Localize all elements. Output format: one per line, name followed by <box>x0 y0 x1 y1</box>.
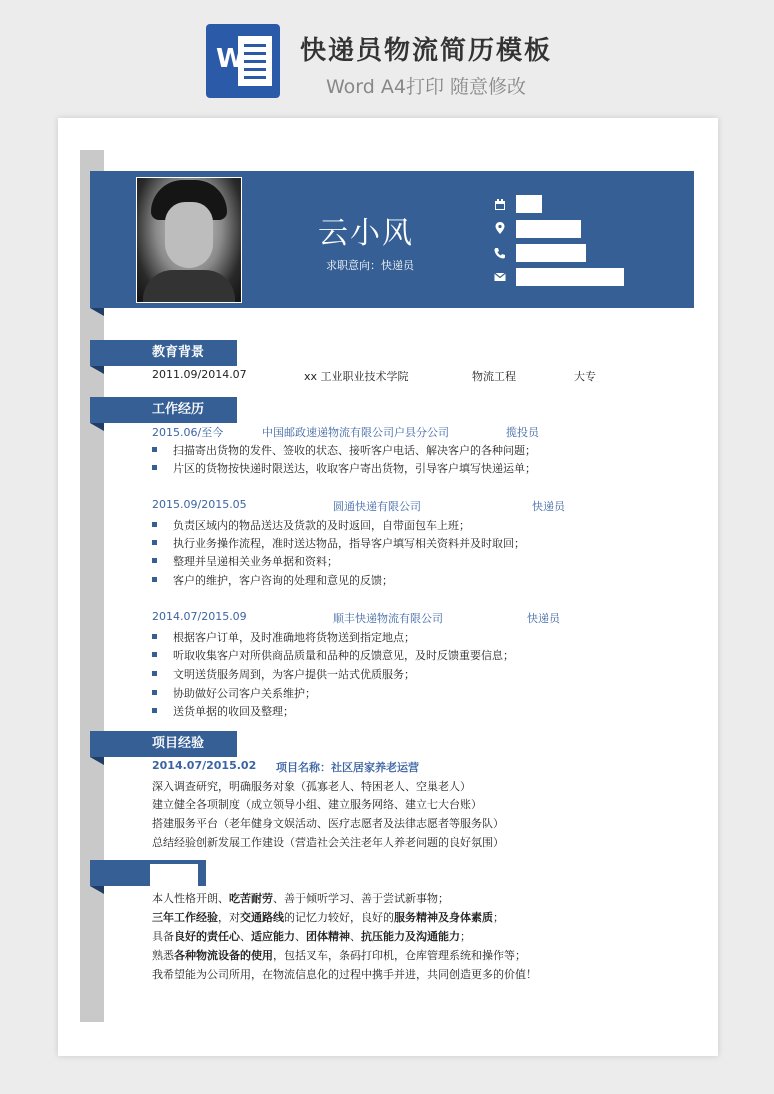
self-line-highlight: 团体精神 <box>306 930 350 943</box>
profile-photo <box>136 177 242 303</box>
birthdate-field <box>516 195 542 213</box>
job-company: 中国邮政速递物流有限公司户县分公司 <box>262 426 449 439</box>
bullet-icon <box>152 465 157 470</box>
bullet-icon <box>152 708 157 713</box>
phone-field <box>516 244 586 262</box>
self-line <box>152 928 471 944</box>
self-line-highlight: 良好的责任心 <box>174 930 240 943</box>
section-self <box>90 860 206 886</box>
job-duty: 整理并呈递相关业务单据和资料； <box>173 555 338 568</box>
project-line: 深入调查研究，明确服务对象（孤寡老人、特困老人、空巢老人） <box>152 780 471 793</box>
job-duty: 执行业务操作流程，准时送达物品，指导客户填写相关资料并及时取回； <box>173 537 525 550</box>
self-line <box>152 966 537 982</box>
section-work: 工作经历 <box>90 397 237 423</box>
page-title: 快递员物流简历模板 <box>300 36 553 66</box>
job-role: 快递员 <box>532 500 565 513</box>
edu-period: 2011.09/2014.07 <box>152 368 247 381</box>
project-name: 项目名称：社区居家养老运营 <box>276 761 419 774</box>
job-period: 2014.07/2015.09 <box>152 610 247 623</box>
location-icon <box>494 222 506 234</box>
bullet-icon <box>152 577 157 582</box>
edu-major: 物流工程 <box>472 370 516 383</box>
bullet-icon <box>152 671 157 676</box>
mail-icon <box>494 271 506 283</box>
edu-degree: 大专 <box>574 370 596 383</box>
project-line: 总结经验创新发展工作建设（营造社会关注老年人养老问题的良好氛围） <box>152 836 504 849</box>
job-period: 2015.09/2015.05 <box>152 498 247 511</box>
bullet-icon <box>152 558 157 563</box>
bullet-icon <box>152 634 157 639</box>
page-subtitle: Word A4打印 随意修改 <box>326 76 527 98</box>
section-fold <box>90 886 104 894</box>
project-line: 建立健全各项制度（成立领导小组、建立服务网络、建立七大台账） <box>152 798 482 811</box>
self-line-text: ，对 <box>218 911 240 924</box>
self-line-highlight: 各种物流设备的使用 <box>174 949 273 962</box>
self-line-text: 本人性格开朗、 <box>152 892 229 905</box>
word-icon <box>206 24 280 98</box>
job-duty: 片区的货物按快递时限送达，收取客户寄出货物，引导客户填写快递运单； <box>173 462 536 475</box>
self-line-highlight: 抗压能力及沟通能力 <box>361 930 460 943</box>
self-line-highlight: 吃苦耐劳 <box>229 892 273 905</box>
self-line-text: 的记忆力较好，良好的 <box>284 911 394 924</box>
job-duty: 协助做好公司客户关系维护； <box>173 687 316 700</box>
self-line <box>152 909 504 925</box>
self-line-highlight: 三年工作经验 <box>152 911 218 924</box>
email-field <box>516 268 624 286</box>
job-duty: 听取收集客户对所供商品质量和品种的反馈意见，及时反馈重要信息； <box>173 649 514 662</box>
bullet-icon <box>152 447 157 452</box>
job-duty: 客户的维护，客户咨询的处理和意见的反馈； <box>173 574 393 587</box>
job-period: 2015.06/至今 <box>152 426 224 439</box>
self-line-text: 熟悉 <box>152 949 174 962</box>
section-project: 项目经验 <box>90 731 237 757</box>
self-line-highlight: 适应能力 <box>251 930 295 943</box>
self-line-text: 、 <box>350 930 361 943</box>
phone-icon <box>494 247 506 259</box>
job-duty: 扫描寄出货物的发件、签收的状态、接听客户电话、解决客户的各种问题； <box>173 444 536 457</box>
self-line-highlight: 服务精神及身体素质 <box>394 911 493 924</box>
section-education: 教育背景 <box>90 340 237 366</box>
word-icon-letter: W <box>216 44 245 74</box>
job-duty: 负责区域内的物品送达及货款的及时返回，自带面包车上班； <box>173 519 470 532</box>
self-line-text: 、善于倾听学习、善于尝试新事物； <box>273 892 449 905</box>
calendar-icon <box>494 199 506 211</box>
self-line-text: 具备 <box>152 930 174 943</box>
bullet-icon <box>152 652 157 657</box>
job-company: 圆通快递有限公司 <box>333 500 421 513</box>
edu-school: xx 工业职业技术学院 <box>304 370 409 383</box>
section-self-label <box>150 864 198 886</box>
candidate-name: 云小风 <box>318 216 414 251</box>
self-line-text: 、 <box>295 930 306 943</box>
bullet-icon <box>152 690 157 695</box>
section-fold <box>90 423 104 431</box>
section-fold <box>90 757 104 765</box>
project-period: 2014.07/2015.02 <box>152 759 257 772</box>
job-role: 快递员 <box>527 612 560 625</box>
job-duty: 送货单据的收回及整理； <box>173 705 294 718</box>
self-line-text: 我希望能为公司所用，在物流信息化的过程中携手并进，共同创造更多的价值！ <box>152 968 537 981</box>
address-field <box>516 220 581 238</box>
job-company: 顺丰快递物流有限公司 <box>333 612 443 625</box>
job-role: 揽投员 <box>506 426 539 439</box>
self-line-highlight: 交通路线 <box>240 911 284 924</box>
self-line <box>152 890 449 906</box>
project-line: 搭建服务平台（老年健身文娱活动、医疗志愿者及法律志愿者等服务队） <box>152 817 504 830</box>
self-line-text: ； <box>493 911 504 924</box>
bullet-icon <box>152 540 157 545</box>
self-line <box>152 947 526 963</box>
bullet-icon <box>152 522 157 527</box>
job-duty: 文明送货服务周到，为客户提供一站式优质服务； <box>173 668 415 681</box>
self-line-text: 、 <box>240 930 251 943</box>
self-line-text: ，包括叉车，条码打印机，仓库管理系统和操作等； <box>273 949 526 962</box>
self-line-text: ； <box>460 930 471 943</box>
banner <box>0 0 774 118</box>
header-fold <box>90 308 104 316</box>
job-duty: 根据客户订单，及时准确地将货物送到指定地点； <box>173 631 415 644</box>
job-intent: 求职意向：快递员 <box>326 259 414 272</box>
section-fold <box>90 366 104 374</box>
